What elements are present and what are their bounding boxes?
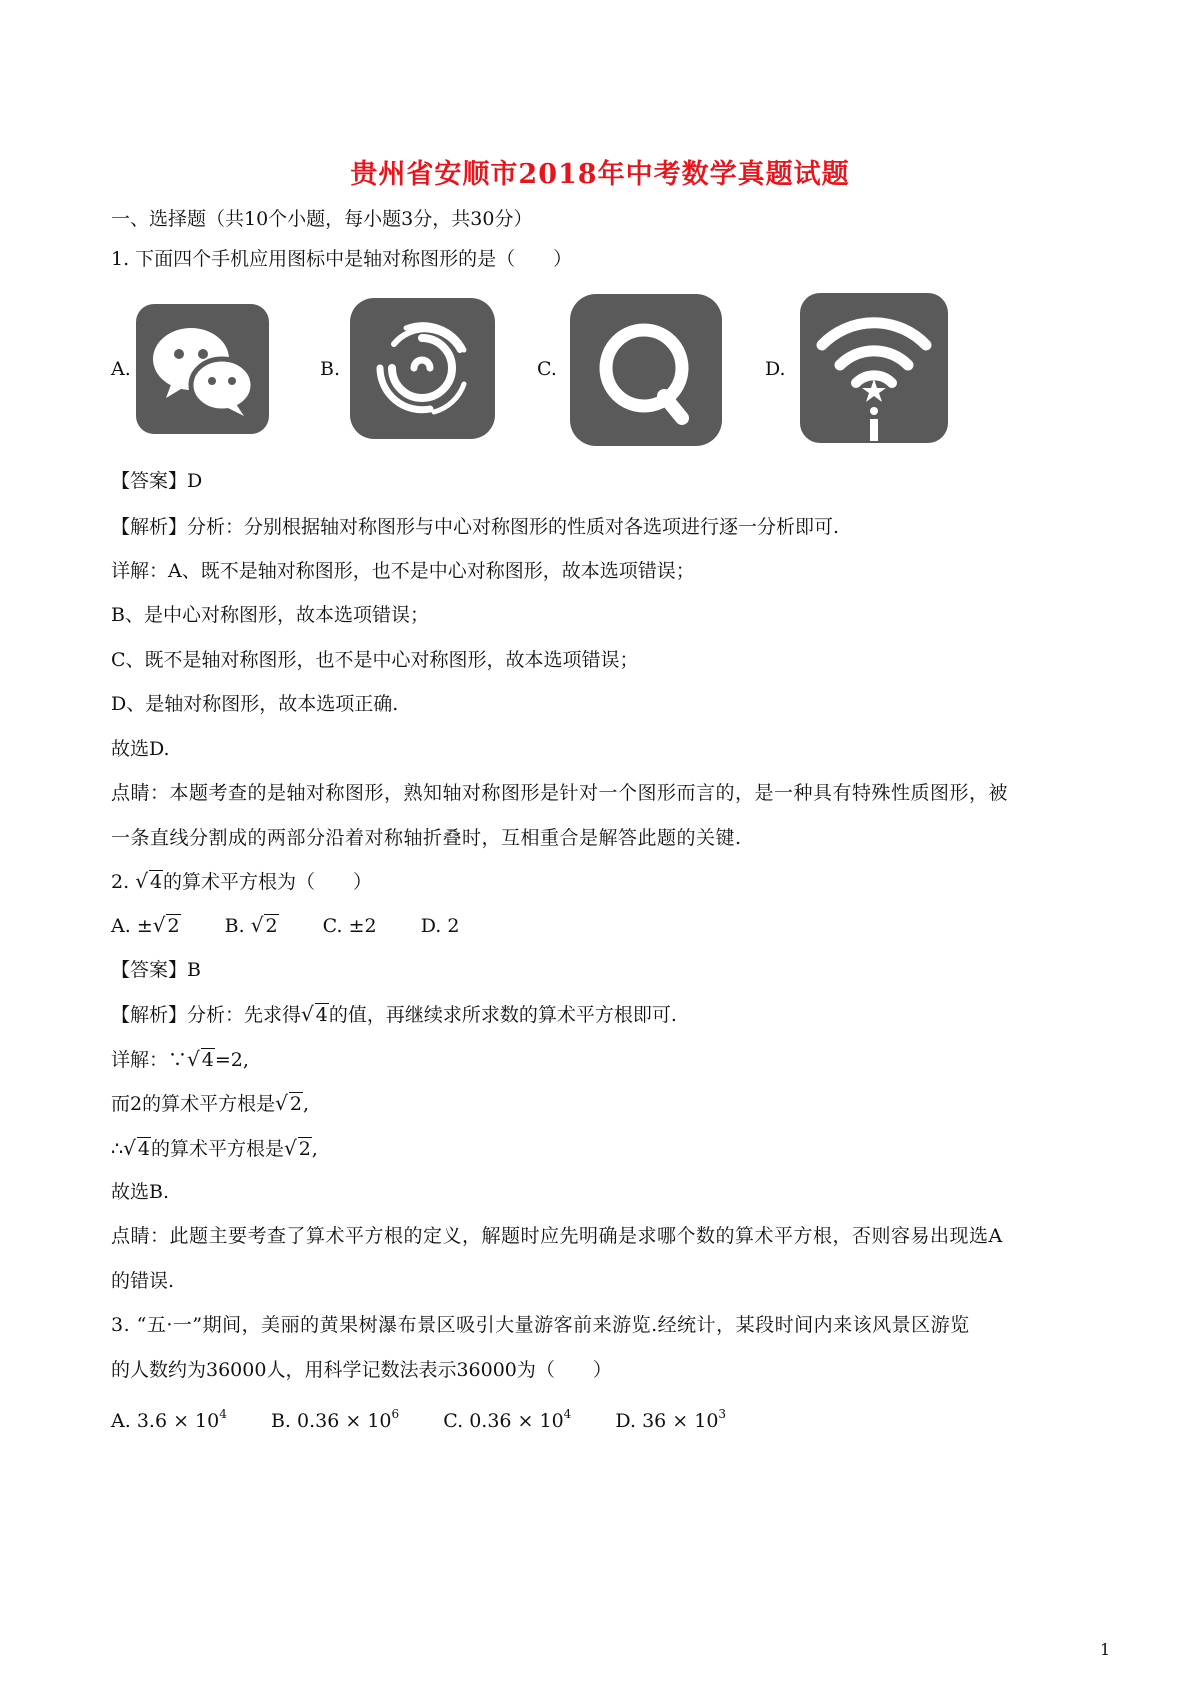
q1-note-line: 点睛：本题考查的是轴对称图形，熟知轴对称图形是针对一个图形而言的，是一种具有特殊性质图形，被 [111,782,1009,804]
q2-option-d-label: D. [420,915,442,937]
q2-detail-text: , [302,1093,309,1115]
q3-stem-line: 3. “五·一”期间，美丽的黄果树瀑布景区吸引大量游客前来游览.经统计，某段时间内来该风景区游览 [111,1314,970,1336]
q2-detail-text: =2, [214,1049,249,1071]
q2-detail-line [111,1135,318,1162]
q3-options [111,1401,726,1434]
q3-option-d-label: D. [615,1410,637,1432]
sqrt-symbol: √ [152,913,166,937]
q2-detail-radicand: 4 [201,1049,214,1071]
q2-number: 2. [111,871,130,893]
q2-detail-line [111,1046,249,1073]
q2-answer: 【答案】B [111,959,201,981]
q1-detail-line: D、是轴对称图形，故本选项正确. [111,693,399,715]
q3-option-b-label: B. [270,1410,291,1432]
q1-option-b-label: B. [320,358,341,380]
q2-stem-tail: 的算术平方根为（ ） [163,871,373,893]
q1-detail-line: C、既不是轴对称图形，也不是中心对称图形，故本选项错误； [111,649,639,671]
q3-option-b-exponent: 6 [391,1407,400,1421]
q1-option-c-label: C. [537,358,557,380]
q2-option-a-label: A. [111,915,131,937]
q2-analysis-text: 的值，再继续求所求数的算术平方根即可. [328,1004,677,1026]
q1-note-line: 一条直线分割成的两部分沿着对称轴折叠时，互相重合是解答此题的关键. [111,827,742,849]
q2-radicand: 4 [149,871,163,893]
q2-detail-text: 的算术平方根是 [150,1138,284,1160]
q2-detail-line [111,1090,309,1117]
q2-analysis [111,1001,677,1028]
q2-detail-text: 而2的算术平方根是 [111,1093,276,1115]
q2-detail-radicand: 2 [298,1138,311,1160]
q1-detail-line: B、是中心对称图形，故本选项错误； [111,604,429,626]
sqrt-symbol: √ [301,1002,314,1026]
sqrt-symbol: √ [250,913,264,937]
q3-option-d-exponent: 3 [718,1407,727,1421]
wechat-icon [136,304,269,434]
q3-option-c-exponent: 4 [563,1407,572,1421]
page-number: 1 [1100,1640,1111,1659]
q3-option-c-value: 0.36 × 10 [469,1410,564,1432]
q2-option-c-value: ±2 [348,915,377,937]
page-title: 贵州省安顺市2018年中考数学真题试题 [350,159,850,190]
q3-option-c-label: C. [443,1410,464,1432]
q2-option-a-radicand: 2 [167,915,180,937]
q3-stem-line: 的人数约为36000人，用科学记数法表示36000为（ ） [111,1359,612,1381]
q2-option-d-value: 2 [447,915,460,937]
q2-detail-radicand: 2 [289,1093,302,1115]
q2-option-b-radicand: 2 [265,915,278,937]
q2-detail-radicand: 4 [137,1138,150,1160]
q3-option-d-value: 36 × 10 [642,1410,719,1432]
q1-detail-line: 详解：A、既不是轴对称图形，也不是中心对称图形，故本选项错误； [111,560,695,582]
q2-note-line: 点睛：此题主要考查了算术平方根的定义，解题时应先明确是求哪个数的算术平方根，否则容易出现选A [111,1225,1003,1247]
swirl-icon [350,298,495,439]
q2-option-a-sign: ± [136,915,153,937]
sqrt-symbol: √ [275,1091,288,1115]
q3-option-a-label: A. [111,1410,131,1432]
q2-detail-text: ∴ [111,1138,124,1160]
q2-detail-text: , [311,1138,318,1160]
q2-analysis-text: 【解析】分析：先求得 [111,1004,302,1026]
q2-stem [111,868,372,895]
q3-option-a-value: 3.6 × 10 [136,1410,220,1432]
q2-note-line: 的错误. [111,1270,175,1292]
q2-options [111,912,459,939]
sqrt-symbol: √ [283,1136,297,1160]
q1-option-d-label: D. [765,358,786,380]
sqrt-symbol: √ [123,1136,136,1160]
q3-option-b-value: 0.36 × 10 [297,1410,392,1432]
sqrt-symbol: √ [135,869,148,893]
q2-option-b-label: B. [224,915,245,937]
q1-choose: 故选D. [111,738,170,760]
q2-choose: 故选B. [111,1181,170,1203]
q3-option-a-exponent: 4 [219,1407,227,1421]
q1-stem: 1. 下面四个手机应用图标中是轴对称图形的是（ ） [111,248,573,270]
q2-detail-text: 详解：∵ [111,1049,188,1071]
search-q-icon [570,294,722,446]
q1-answer: 【答案】D [111,470,203,492]
section-heading: 一、选择题（共10个小题，每小题3分，共30分） [111,208,533,230]
q1-analysis: 【解析】分析：分别根据轴对称图形与中心对称图形的性质对各选项进行逐一分析即可. [111,516,840,538]
sqrt-symbol: √ [187,1047,200,1071]
q2-analysis-radicand: 4 [315,1004,328,1026]
q1-option-a-label: A. [111,358,131,380]
q2-option-c-label: C. [322,915,343,937]
wifi-tower-icon [800,293,948,443]
